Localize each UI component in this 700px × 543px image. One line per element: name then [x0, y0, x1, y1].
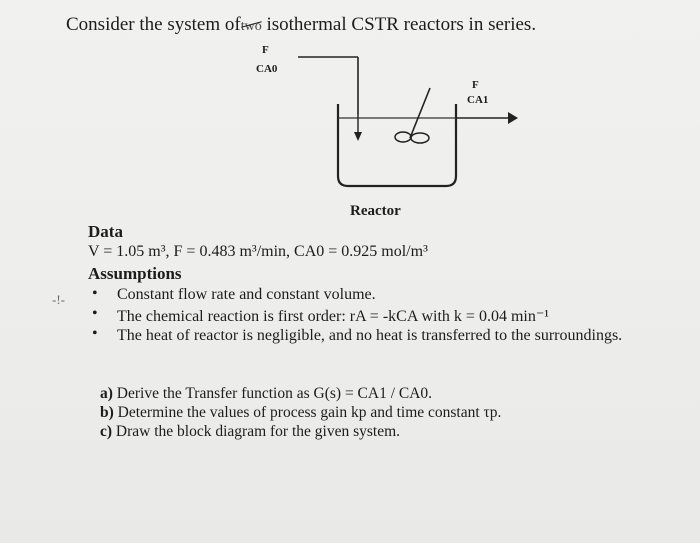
- margin-mark: -!-: [52, 292, 65, 307]
- question-c: [100, 423, 400, 441]
- question-text: Derive the Transfer function as G(s) = CA1 / CA0.: [116, 385, 433, 402]
- question-text: Determine the values of process gain kp and time constant τp.: [117, 404, 502, 421]
- reactor-label: Reactor: [350, 203, 401, 219]
- outlet-arrow-head: [508, 112, 518, 124]
- outlet-conc-label: CA1: [467, 94, 489, 106]
- outlet-flow-label: F: [472, 79, 479, 91]
- title-prefix: Consider the system of: [66, 14, 241, 35]
- title-suffix: isothermal CSTR reactors in series.: [261, 14, 537, 35]
- data-heading: Data: [88, 222, 123, 241]
- question-label: a): [100, 385, 113, 402]
- bullet-icon: •: [92, 285, 98, 302]
- assumptions-heading: Assumptions: [88, 264, 182, 283]
- question-label: c): [100, 423, 113, 440]
- question-b: [100, 404, 501, 422]
- inlet-arrow-head: [354, 132, 362, 141]
- inlet-conc-label: CA0: [256, 63, 278, 75]
- bullet-icon: •: [92, 325, 98, 342]
- data-values: V = 1.05 m³, F = 0.483 m³/min, CA0 = 0.925 mol/m³: [88, 243, 428, 260]
- question-text: Draw the block diagram for the given system.: [115, 423, 401, 440]
- assumption-item: The heat of reactor is negligible, and no heat is transferred to the surroundings.: [117, 327, 623, 344]
- question-label: b): [100, 404, 114, 421]
- stirrer-blade-right: [411, 133, 429, 143]
- reactor-vessel: [338, 104, 456, 186]
- assumption-item: Constant flow rate and constant volume.: [117, 286, 376, 303]
- question-a: [100, 385, 432, 403]
- bullet-icon: •: [92, 305, 98, 322]
- stirrer-shaft: [410, 88, 430, 138]
- inlet-flow-label: F: [262, 44, 269, 56]
- assumption-item: The chemical reaction is first order: rA = -kCA with k = 0.04 min⁻¹: [117, 308, 550, 325]
- stirrer-blade-left: [395, 132, 411, 142]
- struck-word: two: [240, 19, 262, 34]
